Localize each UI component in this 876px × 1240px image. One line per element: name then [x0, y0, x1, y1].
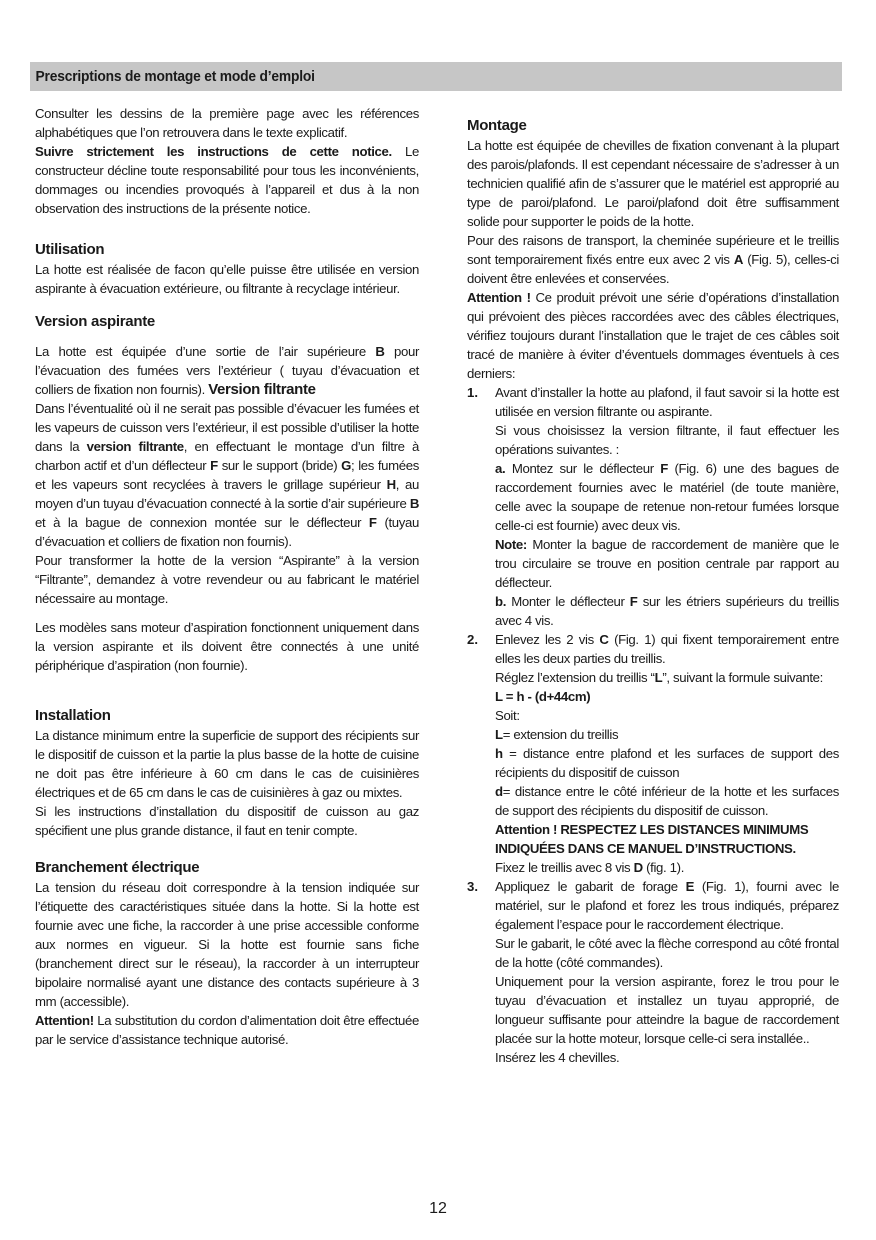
step-number: 3.: [467, 879, 478, 894]
transport-text-1: Pour des raisons de transport, la cheminée supérieure et le treillis sont temporairement fixés entre eux avec 2 vis: [467, 233, 839, 267]
filtrante-text-5: , au moyen d’un tuyau d’évacuation connecté à la sortie d’air supérieure: [35, 477, 419, 511]
attention-text: La substitution du cordon d’alimentation doit être effectuée par le service d’assistance technique autorisé.: [35, 1013, 419, 1047]
aspirante-heading: Version aspirante: [35, 313, 155, 330]
step-1-a-text-2: (Fig. 6) une des bagues de raccordement fournies avec le matériel (de toute manière, celle avec la soupape de retenue non-retour fumées lorsque celle-ci est fournie) avec deux vis.: [495, 461, 839, 533]
step-1-a: [495, 459, 839, 535]
step-3-text-1: Appliquez le gabarit de forage: [495, 879, 686, 894]
intro-text-rest: Le constructeur décline toute responsabilité pour tous les inconvénients, dommages ou incendies provoqués à l’appareil et dus à la non observation des instructions de la présente notice.: [35, 144, 419, 216]
ref-f-3: F: [660, 461, 668, 476]
intro-bold-text: Suivre strictement les instructions de cette notice.: [35, 144, 392, 159]
aspirante-text-1: La hotte est équipée d’une sortie de l’air supérieure: [35, 344, 376, 359]
sub-label-b: b.: [495, 594, 507, 609]
step-3-aspirante: Uniquement pour la version aspirante, forez le trou pour le tuyau d’évacuation et installez un tuyau approprié, de longueur suffisante pour atteindre la bague de raccordement placée sur la hotte moteur, lorsque celle-ci sera installée..: [495, 974, 839, 1046]
step-3-text-2: (Fig. 1), fourni avec le matériel, sur le plafond et forez les trous indiqués, préparez également l’espace pour le raccordement électrique.: [495, 879, 839, 932]
sub-label-a: a.: [495, 461, 506, 476]
utilisation-text: La hotte est réalisée de facon qu’elle puisse être utilisée en version aspirante à évacuation extérieure, ou filtrante à recyclage intérieur.: [35, 262, 419, 296]
def-h: [495, 744, 839, 782]
page-title: Prescriptions de montage et mode d’emploi: [35, 68, 315, 85]
extension-text-2: ”, suivant la formule suivante:: [662, 670, 823, 685]
transform-paragraph: Pour transformer la hotte de la version “Aspirante” à la version “Filtrante”, demandez à votre revendeur ou au fabricant le matériel nécessaire au montage.: [35, 553, 419, 606]
ref-d: D: [633, 860, 643, 875]
filtrante-text-2: , en effectuant le montage d’un filtre à charbon actif et d’un déflecteur: [35, 439, 420, 473]
page-number: 12: [429, 1200, 447, 1217]
ref-g: G: [341, 458, 352, 473]
branchement-attention: [35, 1011, 419, 1049]
step-1-text: Avant d’installer la hotte au plafond, il faut savoir si la hotte est utilisée en version filtrante ou aspirante.: [495, 385, 839, 419]
step-3-gabarit: Sur le gabarit, le côté avec la flèche correspond au côté frontal de la hotte (côté commandes).: [495, 936, 839, 970]
filtrante-text-3: sur le support (bride): [217, 458, 342, 473]
montage-attention: [467, 288, 839, 383]
attention-text-2: Ce produit prévoit une série d’opérations d’installation qui prévoient des pièces raccordées avec des câbles électriques, vérifiez toujours durant l’installation que le trajet de ces câbles soit tracé de manière à éviter d’éventuels dommages éventuels à ces derniers:: [467, 290, 839, 381]
step-3-chevilles: Insérez les 4 chevilles.: [495, 1050, 620, 1065]
fix-text-2: (fig. 1).: [642, 860, 685, 875]
step-2-extension: [495, 668, 839, 687]
formula-text: L = h - (d+44cm): [495, 689, 591, 704]
fix-treillis: [495, 858, 839, 877]
step-1-a-text-1: Montez sur le déflecteur: [505, 461, 661, 476]
installation-text: La distance minimum entre la superficie de support des récipients sur le dispositif de cuisson et la partie la plus basse de la hotte de cuisine ne doit pas être inférieure à 60 cm dans le cas de cuisinières électriques et de 65 cm dans le cas de cuisinières à gaz ou mixtes.: [35, 728, 419, 800]
def-d: [495, 782, 839, 820]
step-1-b: [495, 592, 839, 630]
def-h-label: h: [495, 746, 503, 761]
section-header-bar: [30, 62, 842, 91]
branchement-text: La tension du réseau doit correspondre à la tension indiquée sur l’étiquette des caractéristiques située dans la hotte. Si la hotte est fournie avec une fiche, la raccorder à une prise accessible conforme aux normes en vigueur. Si la hotte est fournie sans fiche (branchement direct sur le réseau), la raccorder à un interrupteur bipolaire normalisé ayant une distance des contacts supérieure à 3 mm (accessible).: [35, 880, 419, 1009]
filtrante-text: [35, 399, 419, 551]
step-number: 1.: [467, 385, 478, 400]
sans-moteur-paragraph: Les modèles sans moteur d’aspiration fonctionnent uniquement dans la version aspirante et ils doivent être connectés à une unité périphérique d’aspiration (non fournie).: [35, 620, 419, 673]
aspirante-text: [35, 342, 419, 399]
step-2-text-1: Enlevez les 2 vis: [495, 632, 600, 647]
step-3: [467, 877, 839, 1067]
installation-text-2: Si les instructions d’installation du dispositif de cuisson au gaz spécifient une plus grande distance, il faut en tenir compte.: [35, 804, 419, 838]
warning-text: Attention ! RESPECTEZ LES DISTANCES MINIMUMS INDIQUÉES DANS CE MANUEL D’INSTRUCTIONS.: [495, 822, 809, 856]
def-l: [495, 725, 839, 744]
ref-c: C: [599, 632, 609, 647]
def-d-text: = distance entre le côté inférieur de la hotte et les surfaces de support des récipients du dispositif de cuisson.: [495, 784, 839, 818]
step-1-note: [495, 535, 839, 592]
note-label: Note:: [495, 537, 527, 552]
def-h-text: = distance entre plafond et les surfaces de support des récipients du dispositif de cuisson: [495, 746, 839, 780]
ref-f: F: [210, 458, 218, 473]
step-2-text: [495, 630, 839, 668]
right-column: [467, 116, 839, 1067]
montage-heading: Montage: [467, 117, 527, 134]
step-1: [467, 383, 839, 630]
ref-b: B: [375, 344, 385, 359]
ref-h: H: [386, 477, 396, 492]
intro-text: Consulter les dessins de la première page avec les références alphabétiques que l’on retrouvera dans le texte explicatif.: [35, 106, 419, 140]
transport-paragraph: [467, 231, 839, 288]
intro-paragraph: [35, 104, 419, 218]
ref-f-4: F: [629, 594, 638, 609]
step-number: 2.: [467, 632, 478, 647]
filtrante-text-1: Dans l’éventualité où il ne serait pas possible d’évacuer les fumées et les vapeurs de cuisson vers l’extérieur, il est possible d’utiliser la hotte dans la: [35, 401, 419, 454]
aspirante-text-2: pour l’évacuation des fumées vers l’extérieur ( tuyau d’évacuation et colliers de fixation non fournis).: [35, 344, 419, 397]
step-3-text: [495, 877, 839, 934]
left-column: [35, 104, 419, 1049]
filtrante-text-4: ; les fumées et les vapeurs sont recyclées à travers le grillage supérieur: [35, 458, 419, 492]
utilisation-heading: Utilisation: [35, 241, 105, 258]
step-2: [467, 630, 839, 877]
note-text: Monter la bague de raccordement de manière que le trou circulaire se trouve en position centrale par rapport au déflecteur.: [495, 537, 839, 590]
filtrante-bold: version filtrante: [86, 439, 184, 454]
step-1-text-b: Si vous choisissez la version filtrante, il faut effectuer les opérations suivantes. :: [495, 423, 839, 457]
montage-text: La hotte est équipée de chevilles de fixation convenant à la plupart des parois/plafonds. Il est cependant nécessaire de s’adresser à un technicien qualifié afin de s’assurer que le matériel est approprié au type de paroi/plafond. Le paroi/plafond doit être suffisamment solide pour supporter le poids de la hotte.: [467, 138, 839, 229]
extension-text-1: Réglez l’extension du treillis “: [495, 670, 655, 685]
step-1-b-text-1: Monter le déflecteur: [506, 594, 630, 609]
formula: [495, 687, 839, 706]
attention-label-2: Attention !: [467, 290, 531, 305]
ref-b-2: B: [409, 496, 419, 511]
ref-e: E: [685, 879, 695, 894]
def-d-label: d: [495, 784, 503, 799]
installation-heading: Installation: [35, 707, 111, 724]
soit: Soit:: [495, 708, 520, 723]
distance-warning: [495, 820, 839, 858]
branchement-heading: Branchement électrique: [35, 859, 200, 876]
fix-text-1: Fixez le treillis avec 8 vis: [495, 860, 634, 875]
step-2-text-2: (Fig. 1) qui fixent temporairement entre elles les deux parties du treillis.: [495, 632, 839, 666]
ref-f-2: F: [368, 515, 377, 530]
filtrante-text-6: et à la bague de connexion montée sur le déflecteur: [35, 515, 369, 530]
ref-a: A: [733, 252, 744, 267]
def-l-label: L: [495, 727, 503, 742]
def-l-text: = extension du treillis: [502, 727, 619, 742]
step-1-b-text-2: sur les étriers supérieurs du treillis avec 4 vis.: [495, 594, 839, 628]
transport-text-2: (Fig. 5), celles-ci doivent être enlevées et conservées.: [467, 252, 840, 286]
filtrante-heading: Version filtrante: [208, 381, 316, 398]
filtrante-text-7: (tuyau d’évacuation et colliers de fixation non fournis).: [35, 515, 419, 549]
attention-label: Attention!: [35, 1013, 94, 1028]
ref-l: L: [654, 670, 663, 685]
